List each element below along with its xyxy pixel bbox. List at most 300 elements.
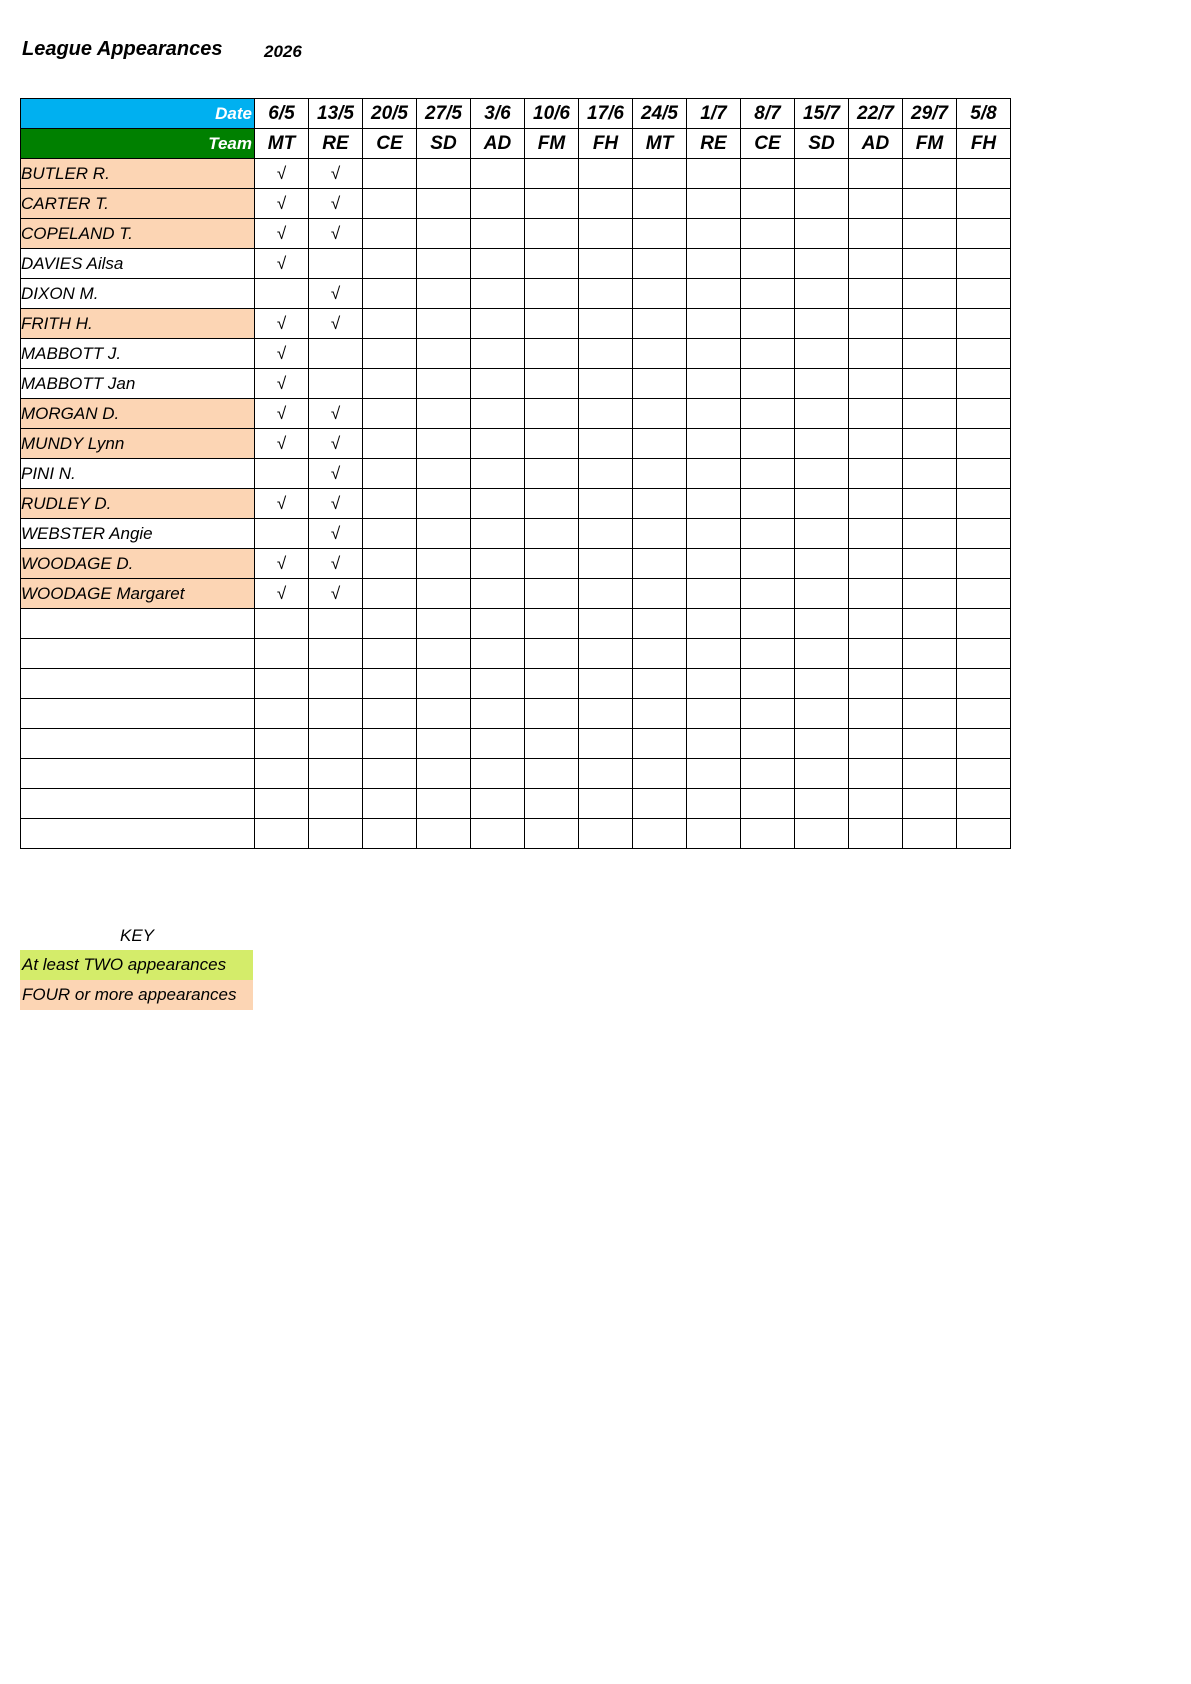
appearance-cell xyxy=(903,789,957,819)
player-row xyxy=(21,429,1011,459)
appearance-cell xyxy=(525,789,579,819)
appearance-cell xyxy=(795,339,849,369)
player-name-cell: WEBSTER Angie xyxy=(21,519,255,549)
appearance-cell xyxy=(579,339,633,369)
appearance-cell xyxy=(849,819,903,849)
appearance-cell xyxy=(525,399,579,429)
player-row xyxy=(21,309,1011,339)
appearance-cell xyxy=(795,699,849,729)
appearance-cell xyxy=(795,549,849,579)
key-at-least-two: At least TWO appearances xyxy=(20,950,253,980)
appearance-cell xyxy=(795,219,849,249)
appearance-cell xyxy=(849,549,903,579)
appearance-cell xyxy=(633,759,687,789)
date-header-cell: 5/8 xyxy=(957,99,1011,129)
appearance-cell xyxy=(903,609,957,639)
appearance-cell xyxy=(525,609,579,639)
appearances-table xyxy=(20,98,1011,849)
date-header-cell: 3/6 xyxy=(471,99,525,129)
appearance-cell xyxy=(687,369,741,399)
appearance-cell xyxy=(741,339,795,369)
appearance-cell xyxy=(309,369,363,399)
appearance-cell xyxy=(903,399,957,429)
appearance-cell xyxy=(579,759,633,789)
appearance-cell xyxy=(633,609,687,639)
appearance-cell xyxy=(417,339,471,369)
appearance-cell xyxy=(849,489,903,519)
appearance-cell xyxy=(687,819,741,849)
appearance-cell xyxy=(795,399,849,429)
appearance-cell xyxy=(795,429,849,459)
appearance-cell xyxy=(255,279,309,309)
appearance-cell xyxy=(633,579,687,609)
appearance-cell xyxy=(633,189,687,219)
player-name-cell xyxy=(21,669,255,699)
appearance-cell xyxy=(957,399,1011,429)
player-row xyxy=(21,159,1011,189)
appearance-cell xyxy=(903,249,957,279)
appearance-cell xyxy=(903,159,957,189)
appearance-cell xyxy=(903,549,957,579)
appearance-cell xyxy=(741,399,795,429)
appearance-cell xyxy=(957,729,1011,759)
appearance-check-cell: √ xyxy=(255,549,309,579)
appearance-cell xyxy=(741,519,795,549)
player-row xyxy=(21,549,1011,579)
appearance-cell xyxy=(795,489,849,519)
appearance-cell xyxy=(849,309,903,339)
appearance-cell xyxy=(525,219,579,249)
team-header-cell: FM xyxy=(525,129,579,159)
appearance-cell xyxy=(363,639,417,669)
appearance-cell xyxy=(687,759,741,789)
appearance-cell xyxy=(795,189,849,219)
team-header-cell: FH xyxy=(957,129,1011,159)
appearance-cell xyxy=(849,729,903,759)
appearance-cell xyxy=(741,669,795,699)
appearance-cell xyxy=(417,639,471,669)
appearance-cell xyxy=(633,309,687,339)
appearance-cell xyxy=(903,279,957,309)
team-header-cell: AD xyxy=(849,129,903,159)
appearance-cell xyxy=(795,609,849,639)
player-row xyxy=(21,519,1011,549)
appearance-cell xyxy=(687,519,741,549)
appearance-cell xyxy=(417,459,471,489)
appearance-cell xyxy=(471,789,525,819)
appearance-cell xyxy=(633,669,687,699)
appearance-cell xyxy=(741,729,795,759)
appearance-cell xyxy=(741,819,795,849)
team-header-cell: CE xyxy=(741,129,795,159)
appearance-cell xyxy=(579,369,633,399)
appearance-cell xyxy=(957,609,1011,639)
appearance-cell xyxy=(687,249,741,279)
appearance-cell xyxy=(849,759,903,789)
player-name-cell: MABBOTT Jan xyxy=(21,369,255,399)
appearance-cell xyxy=(363,699,417,729)
appearance-cell xyxy=(525,639,579,669)
appearance-cell xyxy=(957,459,1011,489)
appearance-cell xyxy=(525,189,579,219)
appearance-cell xyxy=(471,489,525,519)
player-name-cell: RUDLEY D. xyxy=(21,489,255,519)
appearance-cell xyxy=(741,369,795,399)
player-name-cell xyxy=(21,789,255,819)
appearance-cell xyxy=(903,369,957,399)
appearance-cell xyxy=(363,309,417,339)
appearance-cell xyxy=(687,309,741,339)
player-name-cell: CARTER T. xyxy=(21,189,255,219)
appearance-cell xyxy=(957,819,1011,849)
appearance-cell xyxy=(849,579,903,609)
appearance-cell xyxy=(741,459,795,489)
key-four-or-more: FOUR or more appearances xyxy=(20,980,253,1010)
appearance-cell xyxy=(957,759,1011,789)
appearance-cell xyxy=(309,669,363,699)
appearance-check-cell: √ xyxy=(309,309,363,339)
appearance-cell xyxy=(903,219,957,249)
appearance-cell xyxy=(255,699,309,729)
appearance-check-cell: √ xyxy=(309,579,363,609)
date-header-cell: 1/7 xyxy=(687,99,741,129)
appearance-cell xyxy=(363,399,417,429)
appearance-cell xyxy=(849,369,903,399)
appearance-cell xyxy=(363,369,417,399)
appearance-check-cell: √ xyxy=(309,519,363,549)
appearance-cell xyxy=(471,519,525,549)
appearance-cell xyxy=(309,249,363,279)
appearance-cell xyxy=(687,699,741,729)
appearance-cell xyxy=(633,249,687,279)
appearance-cell xyxy=(417,369,471,399)
appearance-cell xyxy=(579,699,633,729)
appearance-cell xyxy=(363,759,417,789)
appearance-cell xyxy=(687,339,741,369)
appearance-cell xyxy=(471,339,525,369)
appearance-cell xyxy=(363,429,417,459)
appearance-cell xyxy=(471,459,525,489)
appearance-check-cell: √ xyxy=(255,399,309,429)
team-header-cell: SD xyxy=(795,129,849,159)
appearance-cell xyxy=(363,489,417,519)
player-row xyxy=(21,729,1011,759)
appearance-cell xyxy=(849,669,903,699)
appearance-cell xyxy=(579,789,633,819)
appearance-cell xyxy=(957,339,1011,369)
appearance-check-cell: √ xyxy=(309,459,363,489)
appearance-cell xyxy=(687,579,741,609)
player-name-cell xyxy=(21,699,255,729)
appearance-cell xyxy=(525,759,579,789)
appearance-check-cell: √ xyxy=(255,309,309,339)
team-header-cell: FM xyxy=(903,129,957,159)
appearance-cell xyxy=(741,699,795,729)
appearance-cell xyxy=(525,669,579,699)
appearance-cell xyxy=(633,219,687,249)
appearance-cell xyxy=(741,609,795,639)
player-row xyxy=(21,219,1011,249)
appearance-cell xyxy=(633,369,687,399)
appearance-cell xyxy=(417,519,471,549)
appearance-cell xyxy=(903,669,957,699)
appearance-cell xyxy=(741,309,795,339)
appearance-cell xyxy=(957,549,1011,579)
appearance-cell xyxy=(741,789,795,819)
appearance-cell xyxy=(417,489,471,519)
appearance-cell xyxy=(579,279,633,309)
appearance-cell xyxy=(795,759,849,789)
appearance-cell xyxy=(957,369,1011,399)
team-header-cell: RE xyxy=(309,129,363,159)
appearance-cell xyxy=(849,339,903,369)
appearance-cell xyxy=(471,669,525,699)
appearance-cell xyxy=(957,309,1011,339)
appearance-cell xyxy=(633,549,687,579)
appearance-cell xyxy=(417,609,471,639)
player-row xyxy=(21,579,1011,609)
appearance-check-cell: √ xyxy=(309,489,363,519)
appearance-cell xyxy=(579,429,633,459)
appearance-cell xyxy=(741,489,795,519)
appearance-cell xyxy=(525,729,579,759)
appearance-cell xyxy=(579,819,633,849)
appearance-cell xyxy=(363,459,417,489)
player-row xyxy=(21,789,1011,819)
appearance-check-cell: √ xyxy=(255,369,309,399)
appearance-cell xyxy=(795,249,849,279)
date-header-cell: 20/5 xyxy=(363,99,417,129)
date-header-cell: 22/7 xyxy=(849,99,903,129)
appearance-check-cell: √ xyxy=(309,219,363,249)
key-title: KEY xyxy=(120,926,155,945)
player-row xyxy=(21,759,1011,789)
appearance-cell xyxy=(687,639,741,669)
appearance-cell xyxy=(309,729,363,759)
appearance-cell xyxy=(363,339,417,369)
appearance-cell xyxy=(309,339,363,369)
appearance-cell xyxy=(849,249,903,279)
appearance-cell xyxy=(525,699,579,729)
appearance-cell xyxy=(417,159,471,189)
appearance-cell xyxy=(579,579,633,609)
appearance-cell xyxy=(579,609,633,639)
date-header-cell: 29/7 xyxy=(903,99,957,129)
appearance-cell xyxy=(957,579,1011,609)
player-row xyxy=(21,189,1011,219)
appearance-cell xyxy=(795,789,849,819)
player-name-cell: COPELAND T. xyxy=(21,219,255,249)
appearance-cell xyxy=(903,429,957,459)
appearance-cell xyxy=(795,459,849,489)
player-name-cell: MUNDY Lynn xyxy=(21,429,255,459)
team-header-cell: MT xyxy=(255,129,309,159)
appearance-cell xyxy=(417,399,471,429)
appearance-cell xyxy=(957,669,1011,699)
player-row xyxy=(21,609,1011,639)
appearance-cell xyxy=(525,579,579,609)
appearance-cell xyxy=(957,159,1011,189)
appearance-cell xyxy=(525,279,579,309)
appearance-cell xyxy=(471,399,525,429)
appearance-cell xyxy=(255,639,309,669)
appearance-cell xyxy=(633,159,687,189)
appearance-cell xyxy=(687,789,741,819)
player-name-cell xyxy=(21,639,255,669)
appearance-cell xyxy=(741,759,795,789)
date-header-cell: 13/5 xyxy=(309,99,363,129)
appearance-cell xyxy=(363,579,417,609)
appearance-cell xyxy=(795,309,849,339)
appearance-cell xyxy=(417,309,471,339)
appearance-cell xyxy=(417,219,471,249)
appearance-cell xyxy=(795,669,849,699)
appearance-check-cell: √ xyxy=(309,189,363,219)
appearance-cell xyxy=(633,459,687,489)
appearance-cell xyxy=(471,279,525,309)
date-header-cell: 8/7 xyxy=(741,99,795,129)
appearance-cell xyxy=(363,819,417,849)
appearance-cell xyxy=(741,549,795,579)
appearance-cell xyxy=(849,519,903,549)
appearance-cell xyxy=(471,549,525,579)
appearance-cell xyxy=(471,219,525,249)
appearance-check-cell: √ xyxy=(255,489,309,519)
date-header-cell: 24/5 xyxy=(633,99,687,129)
appearance-cell xyxy=(255,669,309,699)
appearance-cell xyxy=(903,309,957,339)
appearance-cell xyxy=(255,729,309,759)
player-row xyxy=(21,639,1011,669)
player-name-cell xyxy=(21,759,255,789)
appearance-check-cell: √ xyxy=(309,279,363,309)
appearance-cell xyxy=(741,249,795,279)
appearance-cell xyxy=(363,189,417,219)
appearance-cell xyxy=(363,159,417,189)
appearance-cell xyxy=(579,399,633,429)
appearance-cell xyxy=(687,549,741,579)
appearance-cell xyxy=(741,219,795,249)
appearance-cell xyxy=(633,279,687,309)
appearance-cell xyxy=(255,519,309,549)
appearance-cell xyxy=(363,219,417,249)
player-row xyxy=(21,489,1011,519)
appearance-cell xyxy=(957,219,1011,249)
appearance-cell xyxy=(471,639,525,669)
appearance-cell xyxy=(957,519,1011,549)
player-row xyxy=(21,459,1011,489)
season-year: 2026 xyxy=(264,42,302,61)
player-name-cell: PINI N. xyxy=(21,459,255,489)
player-name-cell: BUTLER R. xyxy=(21,159,255,189)
appearance-cell xyxy=(525,489,579,519)
appearance-cell xyxy=(417,699,471,729)
date-header-cell: 15/7 xyxy=(795,99,849,129)
appearance-cell xyxy=(633,519,687,549)
appearance-cell xyxy=(957,789,1011,819)
appearance-cell xyxy=(795,519,849,549)
player-row xyxy=(21,339,1011,369)
appearance-cell xyxy=(471,309,525,339)
appearance-cell xyxy=(417,279,471,309)
player-name-cell: MABBOTT J. xyxy=(21,339,255,369)
appearance-cell xyxy=(741,639,795,669)
appearance-cell xyxy=(957,189,1011,219)
date-header-label: Date xyxy=(21,99,255,129)
player-name-cell: WOODAGE Margaret xyxy=(21,579,255,609)
appearance-cell xyxy=(957,249,1011,279)
appearance-cell xyxy=(903,699,957,729)
appearance-cell xyxy=(633,489,687,519)
appearance-cell xyxy=(957,279,1011,309)
appearance-cell xyxy=(849,789,903,819)
appearance-cell xyxy=(471,729,525,759)
appearance-cell xyxy=(633,339,687,369)
appearance-cell xyxy=(309,699,363,729)
player-name-cell: DAVIES Ailsa xyxy=(21,249,255,279)
appearance-cell xyxy=(795,369,849,399)
appearance-cell xyxy=(849,459,903,489)
appearance-cell xyxy=(417,579,471,609)
appearance-cell xyxy=(363,729,417,759)
appearance-cell xyxy=(309,819,363,849)
appearance-cell xyxy=(633,639,687,669)
appearance-check-cell: √ xyxy=(309,159,363,189)
appearance-cell xyxy=(579,219,633,249)
appearance-cell xyxy=(687,399,741,429)
appearance-cell xyxy=(795,639,849,669)
appearance-cell xyxy=(363,549,417,579)
appearance-cell xyxy=(579,189,633,219)
appearance-cell xyxy=(579,549,633,579)
appearance-cell xyxy=(471,759,525,789)
appearance-cell xyxy=(417,249,471,279)
player-row xyxy=(21,399,1011,429)
appearances-table-body xyxy=(21,99,1011,849)
appearance-cell xyxy=(849,609,903,639)
appearance-cell xyxy=(795,729,849,759)
appearance-cell xyxy=(471,819,525,849)
appearance-cell xyxy=(525,459,579,489)
appearance-cell xyxy=(525,309,579,339)
appearance-cell xyxy=(903,819,957,849)
player-row xyxy=(21,699,1011,729)
player-name-cell xyxy=(21,819,255,849)
appearance-cell xyxy=(849,279,903,309)
page-title: League Appearances xyxy=(22,38,223,60)
appearance-cell xyxy=(417,789,471,819)
appearance-check-cell: √ xyxy=(255,579,309,609)
appearance-cell xyxy=(903,339,957,369)
date-header-row xyxy=(21,99,1011,129)
appearance-cell xyxy=(849,639,903,669)
appearance-check-cell: √ xyxy=(255,429,309,459)
appearance-check-cell: √ xyxy=(309,399,363,429)
appearance-cell xyxy=(579,639,633,669)
appearance-cell xyxy=(795,819,849,849)
appearance-cell xyxy=(795,159,849,189)
appearance-cell xyxy=(903,459,957,489)
appearance-cell xyxy=(255,459,309,489)
appearance-cell xyxy=(687,429,741,459)
team-header-row xyxy=(21,129,1011,159)
appearance-cell xyxy=(849,399,903,429)
date-header-cell: 27/5 xyxy=(417,99,471,129)
appearance-cell xyxy=(633,729,687,759)
appearance-cell xyxy=(471,189,525,219)
appearance-cell xyxy=(687,489,741,519)
appearance-check-cell: √ xyxy=(255,159,309,189)
